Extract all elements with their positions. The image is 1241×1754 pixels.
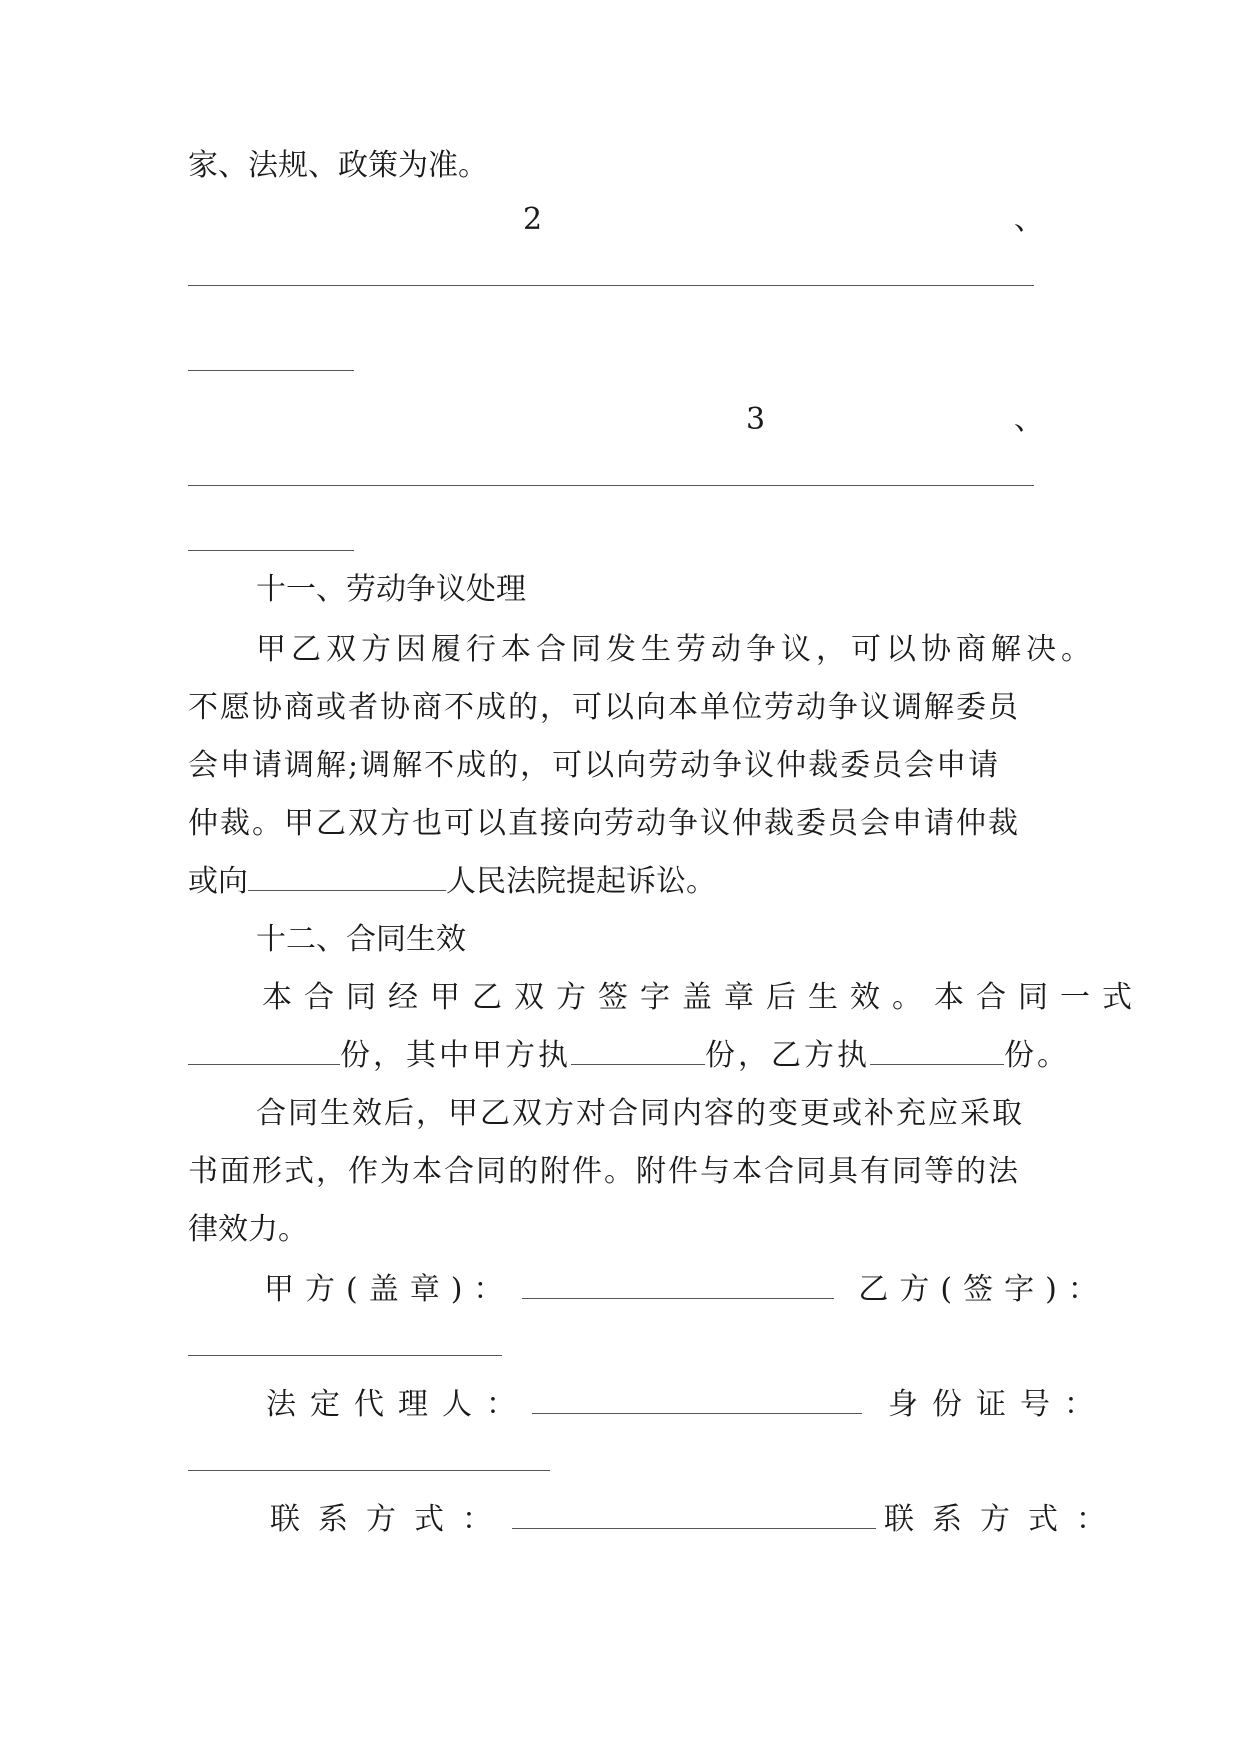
contact-b-label: 联系方式： (884, 1502, 1124, 1537)
text-line: 家、法规、政策为准。 (188, 148, 488, 183)
paragraph-text: 人民法院提起诉讼。 (446, 864, 716, 899)
fill-in-line (188, 550, 354, 551)
id-number-blank (188, 1470, 550, 1471)
signature-row (270, 1500, 1124, 1540)
paragraph-text: 甲乙双方因履行本合同发生劳动争议，可以协商解决。 (256, 632, 1096, 667)
copies-party-a-blank (571, 1036, 705, 1065)
paragraph-text: 份，乙方执 (705, 1038, 870, 1073)
fill-in-line (188, 485, 1034, 486)
paragraph-line: 合同生效后，甲乙双方对合同内容的变更或补充应采取 (256, 1096, 1024, 1131)
signature-row (266, 1385, 1108, 1425)
paragraph-line: 本合同经甲乙双方签字盖章后生效。本合同一式 (262, 980, 1144, 1015)
contact-a-label: 联系方式： (270, 1502, 510, 1537)
item-separator: 、 (1014, 202, 1044, 237)
paragraph-line: 书面形式，作为本合同的附件。附件与本合同具有同等的法 (188, 1154, 1020, 1189)
signature-row (264, 1270, 1109, 1310)
fill-in-line (188, 285, 1034, 286)
party-b-signature-blank (188, 1355, 502, 1356)
copies-total-blank (188, 1036, 340, 1065)
fill-in-line (188, 370, 354, 371)
paragraph-line: 会申请调解;调解不成的，可以向劳动争议仲裁委员会申请 (188, 748, 1001, 783)
paragraph-text: 份，其中甲方执 (340, 1038, 571, 1073)
id-number-label: 身份证号： (888, 1387, 1108, 1422)
paragraph-line (188, 1036, 1068, 1076)
paragraph-text: 份。 (1004, 1038, 1070, 1073)
section-title: 十二、合同生效 (256, 922, 466, 957)
party-a-seal-blank (522, 1270, 834, 1299)
court-name-blank (248, 862, 446, 891)
party-b-label: 乙方(签字)： (858, 1272, 1109, 1307)
paragraph-text: 或向 (188, 864, 248, 899)
item-separator: 、 (1014, 402, 1044, 437)
party-a-label: 甲方(盖章)： (264, 1272, 515, 1307)
legal-rep-label: 法定代理人： (266, 1387, 530, 1422)
paragraph-line: 不愿协商或者协商不成的，可以向本单位劳动争议调解委员 (188, 690, 1020, 725)
paragraph-line: 仲裁。甲乙双方也可以直接向劳动争议仲裁委员会申请仲裁 (188, 806, 1020, 841)
copies-party-b-blank (870, 1036, 1004, 1065)
contact-a-blank (512, 1500, 876, 1529)
item-number: 3 (746, 402, 766, 437)
paragraph-line: 律效力。 (188, 1212, 308, 1247)
legal-rep-blank (532, 1385, 862, 1414)
paragraph-line (188, 862, 1054, 902)
paragraph-line (188, 630, 1096, 670)
section-title: 十一、劳动争议处理 (256, 572, 526, 607)
item-number: 2 (523, 202, 543, 237)
